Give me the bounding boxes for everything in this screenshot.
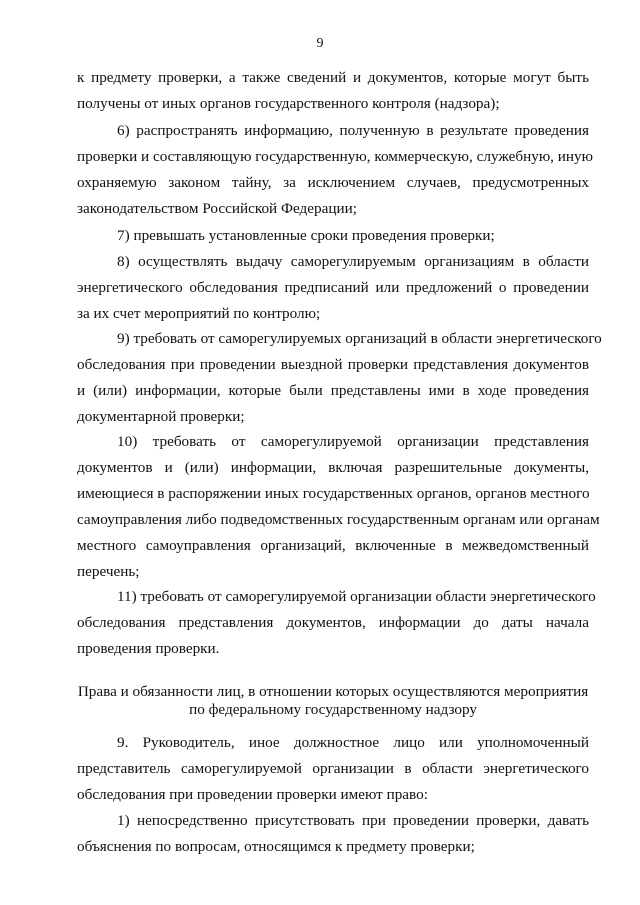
paragraph-item-1 — [77, 808, 589, 860]
paragraph-continuation — [77, 65, 589, 117]
section-heading-line: Права и обязанности лиц, в отношении которых осуществляются мероприятия — [77, 683, 589, 700]
paragraph-item-8 — [77, 249, 589, 327]
text-line: документов и (или) информации, включая разрешительные документы, — [77, 459, 589, 476]
clause-9 — [77, 730, 589, 808]
text-line: 1) непосредственно присутствовать при проведении проверки, давать — [117, 812, 589, 829]
text-line: имеющиеся в распоряжении иных государственных органов, органов местного — [77, 485, 590, 502]
page-number: 9 — [316, 36, 324, 51]
text-line: обследования при проведении проверки имеют право: — [77, 786, 428, 803]
text-line: и (или) информации, которые были представлены ими в ходе проведения — [77, 382, 589, 399]
text-line: перечень; — [77, 563, 140, 580]
text-line: 9) требовать от саморегулируемых организаций в области энергетического — [117, 330, 602, 347]
text-line: обследования представления документов, информации до даты начала — [77, 614, 589, 631]
text-line: 10) требовать от саморегулируемой организации представления — [117, 433, 589, 450]
text-line: 7) превышать установленные сроки проведения проверки; — [117, 227, 495, 244]
text-line: получены от иных органов государственного контроля (надзора); — [77, 95, 500, 112]
text-line: местного самоуправления организаций, включенные в межведомственный — [77, 537, 589, 554]
text-line: за их счет мероприятий по контролю; — [77, 305, 321, 322]
text-line: законодательством Российской Федерации; — [77, 200, 357, 217]
text-line: охраняемую законом тайну, за исключением случаев, предусмотренных — [77, 174, 589, 191]
text-line: проведения проверки. — [77, 640, 220, 657]
text-line: обследования при проведении выездной проверки представления документов — [77, 356, 589, 373]
paragraph-item-11 — [77, 584, 596, 662]
text-line: объяснения по вопросам, относящимся к предмету проверки; — [77, 838, 475, 855]
paragraph-item-10 — [77, 429, 600, 585]
text-line: к предмету проверки, а также сведений и документов, которые могут быть — [77, 69, 589, 86]
text-line: энергетического обследования предписаний или предложений о проведении — [77, 279, 589, 296]
text-line: проверки и составляющую государственную, коммерческую, служебную, иную — [77, 148, 593, 165]
text-line: 11) требовать от саморегулируемой организации области энергетического — [117, 588, 596, 605]
text-line: документарной проверки; — [77, 408, 245, 425]
paragraph-item-9 — [77, 326, 602, 430]
text-line: самоуправления либо подведомственных государственным органам или органам — [77, 511, 600, 528]
text-line: 9. Руководитель, иное должностное лицо или уполномоченный — [117, 734, 589, 751]
text-line: представитель саморегулируемой организации в области энергетического — [77, 760, 589, 777]
text-line: 6) распространять информацию, полученную в результате проведения — [117, 122, 589, 139]
text-line: 8) осуществлять выдачу саморегулируемым организациям в области — [117, 253, 589, 270]
paragraph-item-6 — [77, 118, 593, 222]
paragraph-item-7 — [77, 223, 589, 249]
section-heading-line: по федеральному государственному надзору — [189, 701, 477, 718]
